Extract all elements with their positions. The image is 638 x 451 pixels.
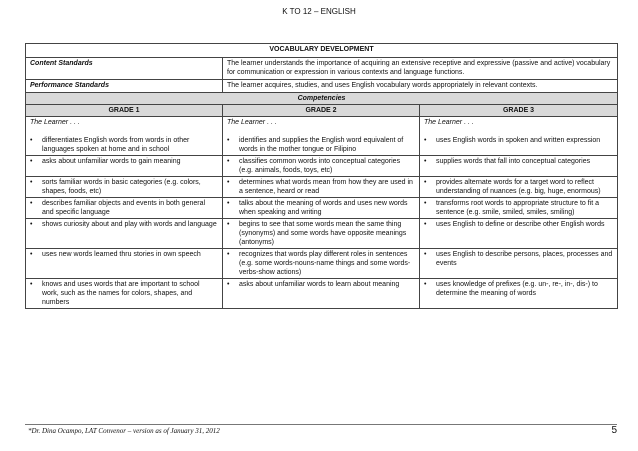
competency-item [227,220,415,247]
competency-item [227,250,415,277]
grade-2-competency-cell [223,249,420,279]
content-standards-label: Content Standards [26,58,223,80]
competency-item [227,136,415,154]
competency-item [30,136,218,154]
competency-item [227,280,415,289]
grade-1-competency-cell [26,219,223,249]
competency-item [424,250,613,268]
grade-2-header: GRADE 2 [223,105,420,117]
grade-3-competency-cell [420,279,618,309]
competency-item [227,157,415,175]
bullet-icon: • [227,137,230,144]
competency-text: provides alternate words for a target word to reflect understanding of nuances (e.g. big, huge, enormous) [436,179,601,195]
competency-text: uses English words in spoken and written expression [436,137,601,144]
performance-standards-label: Performance Standards [26,80,223,93]
grade-3-competency-cell [420,198,618,219]
competency-item [30,157,218,166]
competency-text: sorts familiar words in basic categories (e.g. colors, shapes, foods, etc) [42,179,201,195]
performance-standards-row [26,80,618,93]
bullet-icon: • [227,179,230,186]
bullet-icon: • [227,281,230,288]
grade-1-competency-cell [26,279,223,309]
bullet-icon: • [424,221,427,228]
competency-item [424,280,613,298]
bullet-icon: • [227,200,230,207]
grade-1-competency-cell [26,177,223,198]
grade-1-competency-cell [26,198,223,219]
competency-text: identifies and supplies the English word equivalent of words in the mother tongue or Filipino [239,137,404,153]
bullet-icon: • [227,221,230,228]
bullet-icon: • [30,179,33,186]
competency-text: asks about unfamiliar words to gain meaning [42,158,181,165]
grade-1-competency-cell [26,117,223,156]
grade-1-header: GRADE 1 [26,105,223,117]
competency-item [30,178,218,196]
grade-3-header: GRADE 3 [420,105,618,117]
competency-text: shows curiosity about and play with words and language [42,221,217,228]
footer-divider [25,424,617,425]
competency-item [227,178,415,196]
competency-row [26,198,618,219]
bullet-icon: • [30,251,33,258]
competency-row [26,117,618,156]
competency-item [30,250,218,259]
competency-text: uses English to describe persons, places, processes and events [436,251,613,267]
competency-row [26,156,618,177]
table-title-row [26,44,618,58]
page-header: K TO 12 – ENGLISH [282,7,356,16]
table-title: VOCABULARY DEVELOPMENT [26,44,618,58]
grade-1-competency-cell [26,156,223,177]
competency-text: supplies words that fall into conceptual categories [436,158,591,165]
grade-header-row [26,105,618,117]
competency-text: classifies common words into conceptual categories (e.g. animals, foods, toys, etc) [239,158,401,174]
competency-item [424,136,613,145]
competency-text: uses English to define or describe other English words [436,221,605,228]
competency-text: transforms root words to appropriate structure to fit a sentence (e.g. smile, smiled, smiles, smiling) [436,200,600,216]
grade-3-competency-cell [420,117,618,156]
bullet-icon: • [30,221,33,228]
competency-text: uses knowledge of prefixes (e.g. un-, re-, in-, dis-) to determine the meaning of words [436,281,598,297]
competency-row [26,177,618,198]
grade-2-competency-cell [223,219,420,249]
grade-3-competency-cell [420,219,618,249]
learner-label: The Learner . . . [227,119,277,126]
bullet-icon: • [424,251,427,258]
competency-item [30,220,218,229]
grade-1-competency-cell [26,249,223,279]
competency-item [227,199,415,217]
grade-3-competency-cell [420,249,618,279]
learner-label: The Learner . . . [424,119,474,126]
bullet-icon: • [424,200,427,207]
bullet-icon: • [30,200,33,207]
bullet-icon: • [30,158,33,165]
bullet-icon: • [424,158,427,165]
grade-2-competency-cell [223,177,420,198]
bullet-icon: • [30,281,33,288]
competency-text: determines what words mean from how they are used in a sentence, heard or read [239,179,413,195]
grade-2-competency-cell [223,156,420,177]
competencies-label: Competencies [26,93,618,105]
competency-row [26,249,618,279]
bullet-icon: • [424,281,427,288]
bullet-icon: • [227,251,230,258]
learner-label: The Learner . . . [30,119,80,126]
grade-2-competency-cell [223,198,420,219]
grade-2-competency-cell [223,117,420,156]
bullet-icon: • [424,179,427,186]
content-standards-text: The learner understands the importance of acquiring an extensive receptive and expressive (passive and active) vocabulary for communication or expression in various contexts and language functions. [223,58,618,80]
competency-item [424,220,613,229]
competency-row [26,279,618,309]
competency-item [30,280,218,307]
competency-item [30,199,218,217]
competency-item [424,178,613,196]
competencies-row [26,93,618,105]
competency-text: describes familiar objects and events in both general and specific language [42,200,206,216]
competency-item [424,157,613,166]
content-standards-row [26,58,618,80]
competency-text: talks about the meaning of words and uses new words when speaking and writing [239,200,408,216]
page-number: 5 [611,425,617,436]
bullet-icon: • [30,137,33,144]
grade-2-competency-cell [223,279,420,309]
competency-text: knows and uses words that are important to school work, such as the names for colors, shapes, and numbers [42,281,200,306]
footer-credit: *Dr. Dina Ocampo, LAT Convenor – version as of January 31, 2012 [28,427,220,435]
competency-text: uses new words learned thru stories in own speech [42,251,201,258]
performance-standards-text: The learner acquires, studies, and uses English vocabulary words appropriately in relevant contexts. [223,80,618,93]
competency-text: recognizes that words play different roles in sentences (e.g. some words-nouns-name things and some words-verbs-show actions) [239,251,411,276]
competency-row [26,219,618,249]
grade-3-competency-cell [420,177,618,198]
competency-text: differentiates English words from words in other languages spoken at home and in school [42,137,190,153]
grade-3-competency-cell [420,156,618,177]
vocabulary-development-table [25,43,618,309]
competency-text: begins to see that some words mean the same thing (synonyms) and some words have opposite meanings (antonyms) [239,221,407,246]
competency-text: asks about unfamiliar words to learn about meaning [239,281,400,288]
competency-item [424,199,613,217]
bullet-icon: • [227,158,230,165]
bullet-icon: • [424,137,427,144]
